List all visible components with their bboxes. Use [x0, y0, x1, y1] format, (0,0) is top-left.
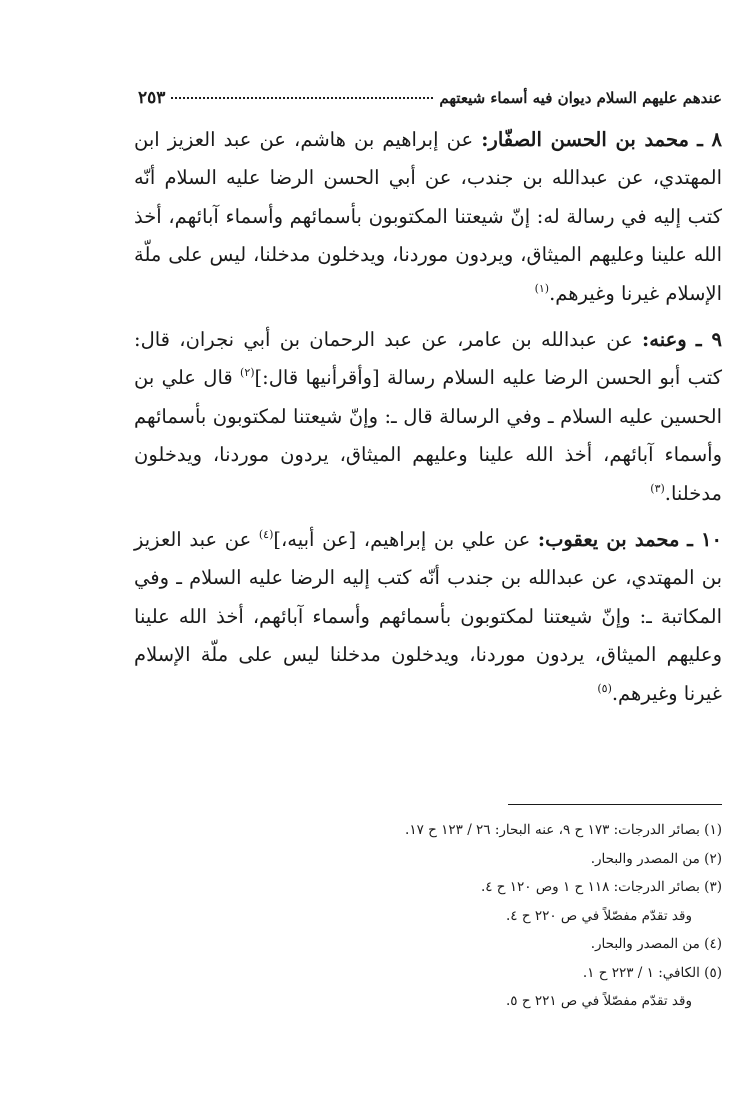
- footnote-ref: (١): [534, 281, 550, 295]
- entry-number: ٨ ـ: [697, 128, 722, 151]
- entry-number: ١٠ ـ: [687, 528, 722, 552]
- footnote-separator: [508, 804, 722, 805]
- entry-number: ٩ ـ: [695, 328, 722, 352]
- paragraph-10: [134, 521, 722, 713]
- paragraph-text: عن عبد العزيز بن المهتدي، عن عبدالله بن جندب أنّه كتب إليه الرضا عليه السلام ـ وفي المكاتبة ـ: وإنّ شيعتنا لمكتوبون بأسمائهم وأسماء آبائهم، أخذ الله علينا وعليهم الميثاق، يردون موردنا، ويدخلون مدخلنا ليس على ملّة الإسلام غيرنا وغيرهم.: [134, 528, 722, 705]
- paragraph-text: عن إبراهيم بن هاشم، عن عبد العزيز ابن المهتدي، عن عبدالله بن جندب، عن أبي الحسن الرضا عليه السلام أنّه كتب إليه في رسالة له: إنّ شيعتنا المكتوبون بأسمائهم وأسماء آبائهم، أخذ الله علينا وعليهم الميثاق، ويردون موردنا، ويدخلون مدخلنا، ليس على ملّة الإسلام غيرنا وغيرهم.: [134, 128, 722, 305]
- footnote-5-continuation: وقد تقدّم مفصّلاً في ص ٢٢١ ح ٥.: [505, 993, 692, 1009]
- footnote-ref: (٢): [240, 366, 255, 380]
- narrator-name: محمد بن الحسن الصفّار:: [481, 128, 689, 151]
- footnote-1: (١) بصائر الدرجات: ١٧٣ ح ٩، عنه البحار: ٢٦ / ١٢٣ ح ١٧.: [405, 822, 722, 838]
- paragraph-text: عن عبدالله بن عامر، عن عبد الرحمان بن أبي نجران، قال: كتب أبو الحسن الرضا عليه السلام رسالة [وأقرأنيها قال:]: [134, 328, 722, 390]
- footnote-ref: (٥): [597, 681, 612, 695]
- footnote-5: (٥) الكافي: ١ / ٢٢٣ ح ١.: [582, 964, 722, 981]
- main-text: [134, 121, 722, 721]
- paragraph-9: [134, 321, 722, 513]
- paragraph-text: قال علي بن الحسين عليه السلام ـ وفي الرسالة قال ـ: وإنّ شيعتنا لمكتوبون بأسمائهم وأسماء آبائهم، أخذ الله علينا وعليهم الميثاق، يردون موردنا، ويدخلون مدخلنا.: [134, 366, 722, 505]
- footnote-3: (٣) بصائر الدرجات: ١١٨ ح ١ وص ١٢٠ ح ٤.: [480, 879, 722, 895]
- paragraph-text: عن علي بن إبراهيم، [عن أبيه،]: [273, 528, 538, 552]
- running-title: عندهم عليهم السلام ديوان فيه أسماء شيعتهم: [439, 89, 722, 107]
- paragraph-8: [134, 121, 722, 313]
- leader-dots: [171, 97, 433, 99]
- footnotes: [300, 816, 722, 1016]
- narrator-name: محمد بن يعقوب:: [537, 528, 680, 552]
- footnote-2: (٢) من المصدر والبحار.: [590, 850, 722, 867]
- footnote-3-continuation: وقد تقدّم مفصّلاً في ص ٢٢٠ ح ٤.: [505, 907, 692, 924]
- running-header: [138, 83, 722, 113]
- footnote-ref: (٣): [650, 481, 665, 495]
- footnote-4: (٤) من المصدر والبحار.: [590, 936, 722, 952]
- narrator-name: وعنه:: [642, 328, 687, 352]
- footnote-ref: (٤): [258, 528, 274, 542]
- page-number: ٢٥٣: [138, 88, 166, 108]
